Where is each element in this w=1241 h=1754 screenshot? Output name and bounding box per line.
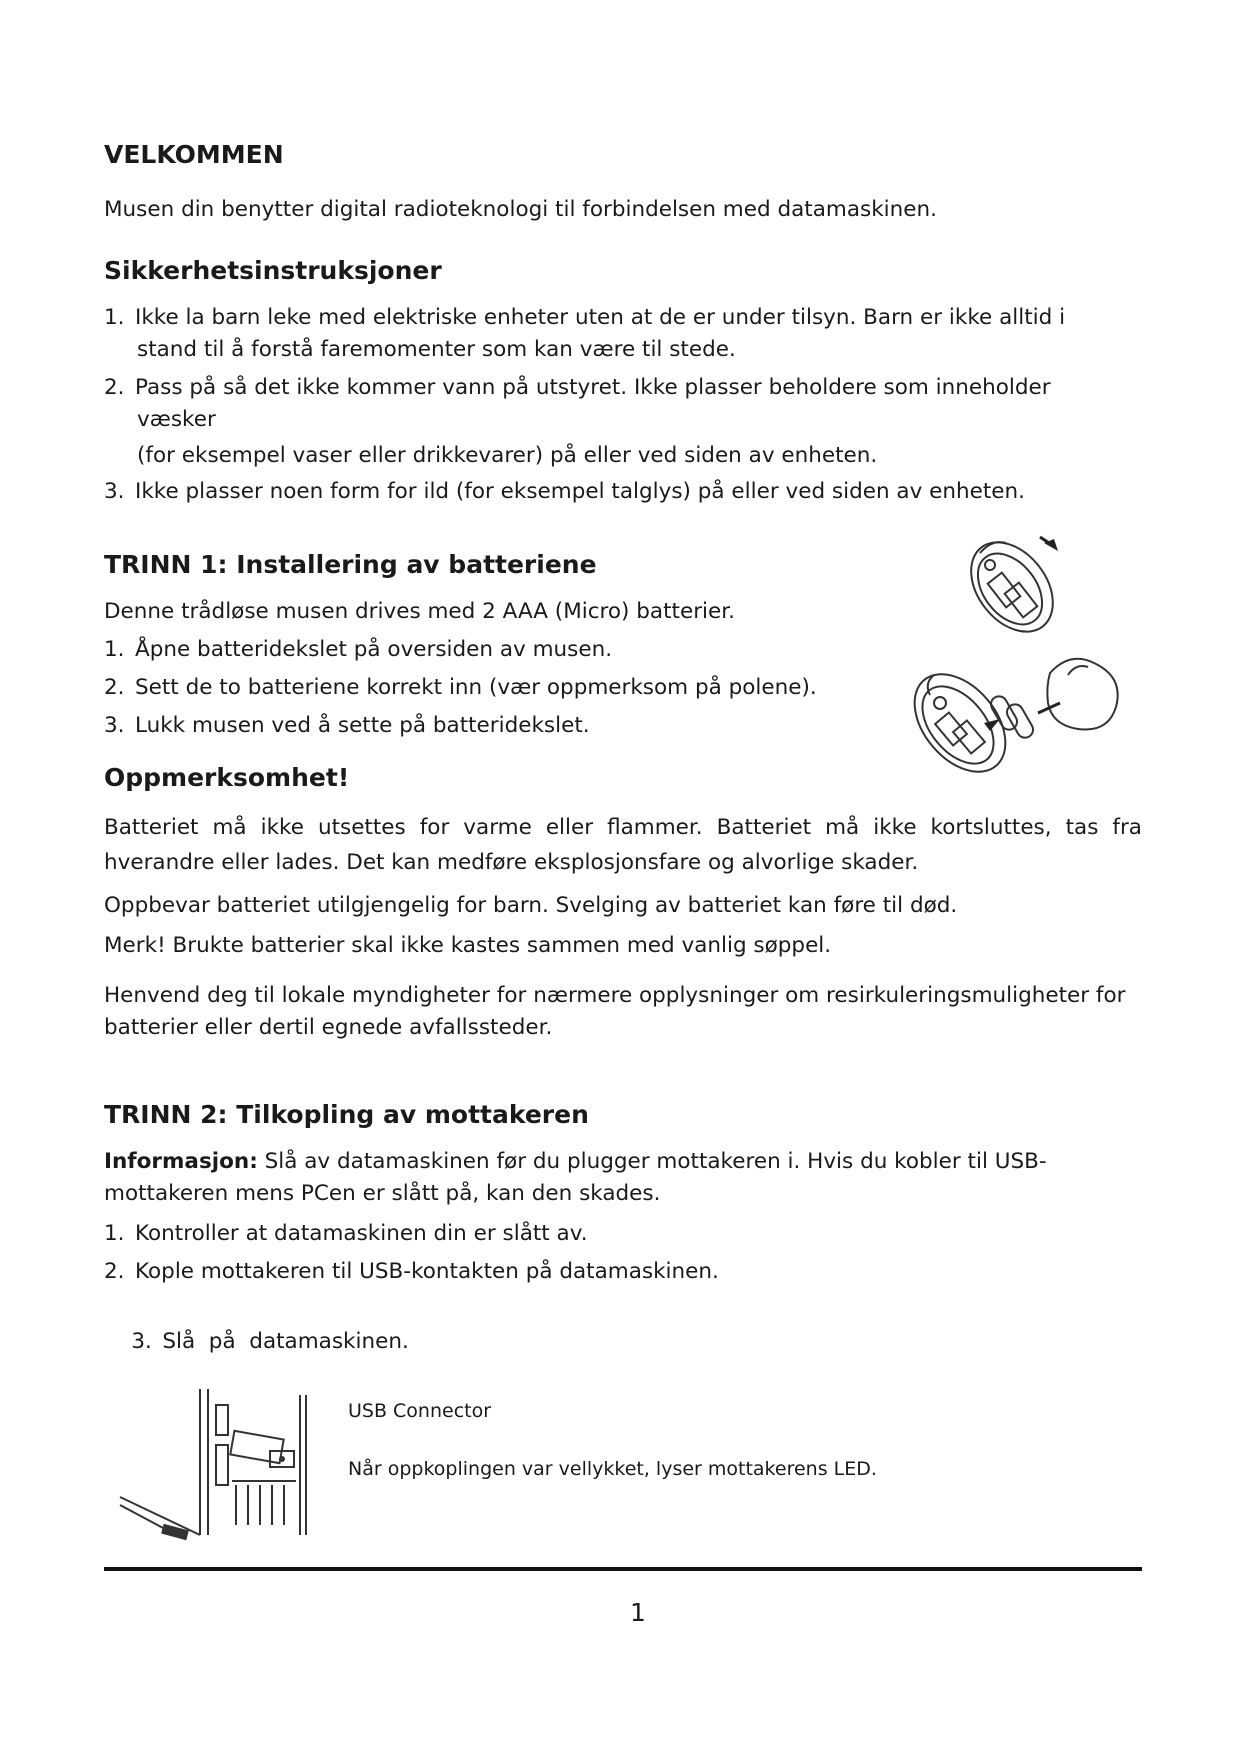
- step2-item-1: [104, 1218, 588, 1250]
- safety-item-3: [104, 476, 1124, 508]
- caution-paragraph-2: Oppbevar batteriet utilgjengelig for barn. Svelging av batteriet kan føre til død.: [104, 893, 958, 918]
- footer-divider: [104, 1567, 1142, 1571]
- step1-item-number: 2.: [104, 675, 125, 700]
- safety-item-line: stand til å forstå faremomenter som kan være til stede.: [137, 337, 736, 362]
- safety-item-line: Ikke plasser noen form for ild (for eksempel talglys) på eller ved siden av enheten.: [135, 479, 1025, 504]
- led-success-text: Når oppkoplingen var vellykket, lyser mottakerens LED.: [348, 1458, 877, 1480]
- step2-item-3: [104, 1294, 409, 1390]
- step2-item-text: Kople mottakeren til USB-kontakten på datamaskinen.: [135, 1259, 719, 1284]
- step2-item-2: [104, 1256, 719, 1288]
- safety-item-2: [104, 372, 1124, 472]
- pc-usb-port-illustration: [120, 1385, 320, 1545]
- usb-connector-label: USB Connector: [348, 1400, 492, 1422]
- safety-item-number: 3.: [104, 479, 125, 504]
- safety-title: Sikkerhetsinstruksjoner: [104, 256, 442, 285]
- step2-info-text-line1: Slå av datamaskinen før du plugger mottakeren i. Hvis du kobler til USB-: [257, 1149, 1047, 1174]
- welcome-text: Musen din benytter digital radioteknologi til forbindelsen med datamaskinen.: [104, 197, 937, 222]
- step1-item-1: [104, 634, 612, 666]
- step1-item-number: 1.: [104, 637, 125, 662]
- step2-item-number: 3.: [131, 1329, 152, 1354]
- step1-intro: Denne trådløse musen drives med 2 AAA (Micro) batterier.: [104, 599, 735, 624]
- caution-paragraph-1: Batteriet må ikke utsettes for varme eller flammer. Batteriet må ikke kortsluttes, tas fra hverandre eller lades. Det kan medføre eksplosjonsfare og alvorlige skader.: [104, 815, 1142, 875]
- step2-item-text: Slå på datamaskinen.: [162, 1329, 409, 1354]
- step2-item-text: Kontroller at datamaskinen din er slått av.: [135, 1221, 588, 1246]
- step2-info-label: Informasjon:: [104, 1149, 258, 1174]
- step2-item-number: 1.: [104, 1221, 125, 1246]
- page-number: 1: [630, 1598, 646, 1627]
- step1-item-text: Åpne batteridekslet på oversiden av musen.: [135, 637, 613, 662]
- safety-item-line: væsker: [137, 407, 216, 432]
- welcome-title: VELKOMMEN: [104, 140, 284, 169]
- safety-item-number: 2.: [104, 375, 125, 400]
- caution-paragraph-4: Henvend deg til lokale myndigheter for nærmere opplysninger om resirkuleringsmuligheter for batterier eller dertil egnede avfallssteder.: [104, 983, 1126, 1040]
- mouse-battery-cover-open-illustration: [960, 525, 1075, 645]
- step2-info-text-line2: mottakeren mens PCen er slått på, kan den skades.: [104, 1181, 661, 1206]
- safety-item-number: 1.: [104, 305, 125, 330]
- step1-item-text: Sett de to batteriene korrekt inn (vær oppmerksom på polene).: [135, 675, 817, 700]
- safety-item-line: Ikke la barn leke med elektriske enheter uten at de er under tilsyn. Barn er ikke alltid i: [135, 305, 1066, 330]
- safety-item-line: (for eksempel vaser eller drikkevarer) på eller ved siden av enheten.: [137, 443, 878, 468]
- step1-item-2: [104, 672, 817, 704]
- step1-title: TRINN 1: Installering av batteriene: [104, 550, 597, 579]
- step2-item-number: 2.: [104, 1259, 125, 1284]
- caution-title: Oppmerksomhet!: [104, 763, 350, 792]
- step2-info: [104, 1146, 1144, 1210]
- step1-item-text: Lukk musen ved å sette på batteridekslet.: [135, 713, 590, 738]
- safety-item-1: [104, 302, 1124, 366]
- mouse-batteries-insert-illustration: [900, 645, 1140, 785]
- step1-item-3: [104, 710, 590, 742]
- safety-item-line: Pass på så det ikke kommer vann på utstyret. Ikke plasser beholdere som inneholder: [135, 375, 1051, 400]
- step2-title: TRINN 2: Tilkopling av mottakeren: [104, 1100, 589, 1129]
- caution-paragraph-3: Merk! Brukte batterier skal ikke kastes sammen med vanlig søppel.: [104, 933, 832, 958]
- step1-item-number: 3.: [104, 713, 125, 738]
